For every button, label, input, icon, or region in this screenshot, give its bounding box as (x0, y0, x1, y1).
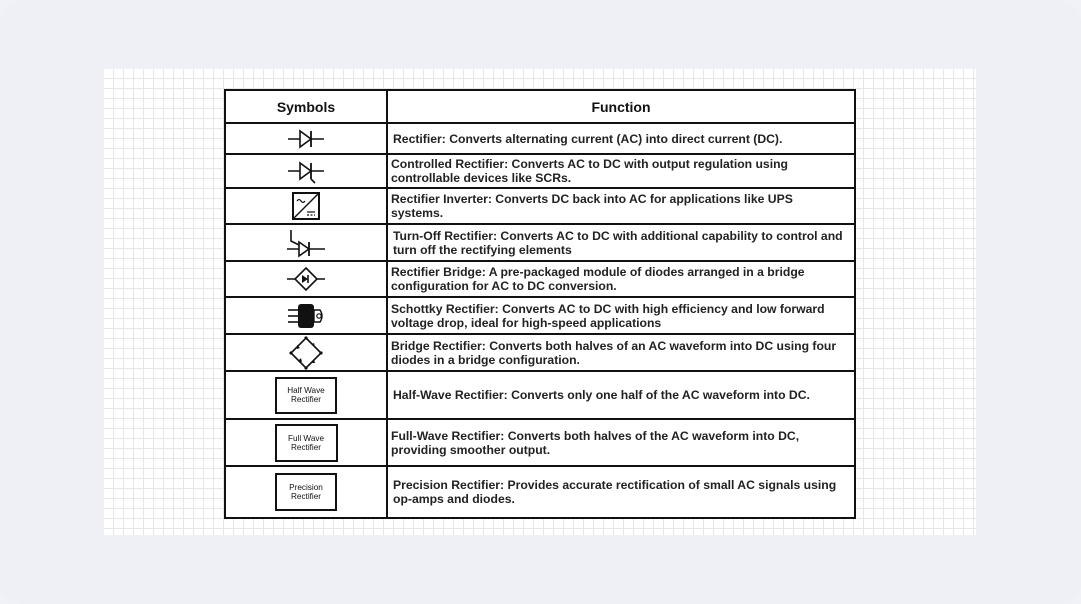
row-function-text: Rectifier Bridge: A pre-packaged module of diodes arranged in a bridge configuration for AC to DC conversion. (387, 261, 855, 297)
row-function-text: Rectifier Inverter: Converts DC back into AC for applications like UPS systems. (387, 188, 855, 224)
row-function-text: Controlled Rectifier: Converts AC to DC with output regulation using controllable devices like SCRs. (387, 154, 855, 188)
rectifier-inverter-icon (291, 191, 321, 221)
schottky-rectifier-icon (284, 301, 328, 331)
symbols-table (224, 89, 856, 519)
turn-off-rectifier-icon (283, 227, 329, 259)
table-header-row (225, 90, 855, 123)
table-row (225, 297, 855, 334)
half-wave-rectifier-box: Half Wave Rectifier (275, 377, 337, 414)
table-row (225, 224, 855, 261)
row-function-text: Half-Wave Rectifier: Converts only one half of the AC waveform into DC. (387, 371, 855, 419)
table-row (225, 123, 855, 154)
controlled-rectifier-icon (286, 158, 326, 184)
table-row (225, 154, 855, 188)
row-function-text: Turn-Off Rectifier: Converts AC to DC with additional capability to control and turn off the rectifying elements (387, 224, 855, 261)
diode-icon (286, 128, 326, 150)
row-function-text: Full-Wave Rectifier: Converts both halves of the AC waveform into DC, providing smoother output. (387, 419, 855, 466)
bridge-rectifier-icon (289, 336, 323, 370)
table-row (225, 419, 855, 466)
row-function-text: Precision Rectifier: Provides accurate rectification of small AC signals using op-amps and diodes. (387, 466, 855, 518)
header-function: Function (387, 90, 855, 123)
table-row (225, 261, 855, 297)
table-row (225, 466, 855, 518)
row-function-text: Schottky Rectifier: Converts AC to DC with high efficiency and low forward voltage drop, ideal for high-speed applications (387, 297, 855, 334)
row-function-text: Bridge Rectifier: Converts both halves of an AC waveform into DC using four diodes in a bridge configuration. (387, 334, 855, 371)
table-row (225, 188, 855, 224)
rectifier-bridge-icon (285, 265, 327, 293)
table-row (225, 371, 855, 419)
full-wave-rectifier-box: Full Wave Rectifier (275, 424, 338, 462)
header-symbols: Symbols (225, 90, 387, 123)
table-row (225, 334, 855, 371)
precision-rectifier-box: Precision Rectifier (275, 473, 337, 511)
row-function-text: Rectifier: Converts alternating current (AC) into direct current (DC). (387, 123, 855, 154)
